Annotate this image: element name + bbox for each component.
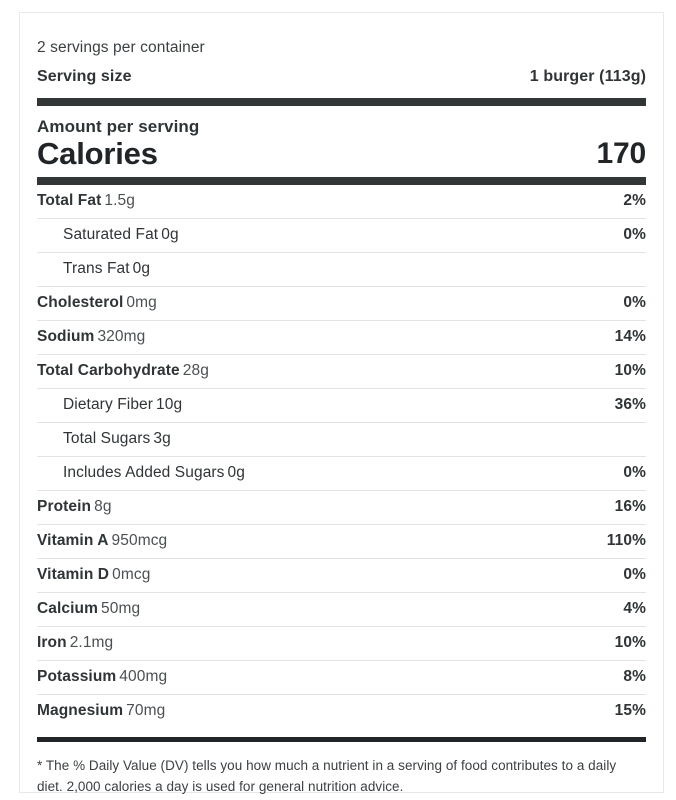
- nutrient-row: [37, 185, 646, 218]
- nutrient-name: Includes Added Sugars: [63, 464, 225, 482]
- nutrient-label: [37, 634, 113, 652]
- nutrient-amount: 400mg: [119, 668, 168, 686]
- nutrient-row: [37, 525, 646, 558]
- nutrient-row: [37, 219, 646, 252]
- nutrient-daily-value: 0%: [623, 226, 646, 244]
- nutrient-name: Trans Fat: [63, 260, 130, 278]
- nutrient-daily-value: 8%: [623, 668, 646, 686]
- nutrient-name: Magnesium: [37, 702, 124, 720]
- daily-value-footnote: * The % Daily Value (DV) tells you how much a nutrient in a serving of food contributes to a daily diet. 2,000 calories a day is used for general nutrition advice.: [37, 757, 617, 794]
- nutrient-row: [37, 253, 646, 286]
- nutrient-daily-value: 16%: [614, 498, 646, 516]
- calories-value: 170: [596, 137, 646, 171]
- nutrient-amount: 0mg: [126, 294, 157, 312]
- nutrient-amount: 1.5g: [104, 192, 135, 210]
- servings-per-container: 2 servings per container: [37, 39, 205, 56]
- serving-size-row: [37, 68, 646, 86]
- nutrient-row: [37, 695, 646, 728]
- nutrient-amount: 0g: [227, 464, 245, 482]
- nutrient-label: [37, 464, 245, 482]
- nutrient-amount: 70mg: [126, 702, 166, 720]
- nutrient-amount: 0g: [161, 226, 179, 244]
- nutrient-amount: 10g: [156, 396, 183, 414]
- nutrient-amount: 8g: [94, 498, 112, 516]
- nutrient-name: Calcium: [37, 600, 98, 618]
- nutrient-amount: 320mg: [97, 328, 146, 346]
- divider-thick-top: [37, 98, 646, 106]
- nutrient-amount: 2.1mg: [69, 634, 114, 652]
- nutrient-name: Sodium: [37, 328, 95, 346]
- nutrient-label: [37, 600, 140, 618]
- nutrient-daily-value: 10%: [614, 634, 646, 652]
- calories-label: Calories: [37, 136, 158, 172]
- nutrient-name: Protein: [37, 498, 92, 516]
- divider-thick-under-calories: [37, 177, 646, 185]
- nutrient-label: [37, 532, 167, 550]
- nutrient-daily-value: 15%: [614, 702, 646, 720]
- nutrient-name: Total Fat: [37, 192, 102, 210]
- nutrient-daily-value: 4%: [623, 600, 646, 618]
- nutrient-amount: 50mg: [101, 600, 141, 618]
- nutrient-daily-value: 10%: [614, 362, 646, 380]
- nutrient-row: [37, 423, 646, 456]
- nutrient-name: Dietary Fiber: [63, 396, 154, 414]
- nutrient-name: Vitamin D: [37, 566, 110, 584]
- nutrient-daily-value: 0%: [623, 464, 646, 482]
- nutrient-amount: 950mcg: [111, 532, 168, 550]
- nutrient-label: [37, 328, 145, 346]
- nutrient-amount: 0g: [132, 260, 151, 278]
- nutrient-name: Saturated Fat: [63, 226, 159, 244]
- nutrient-rows-list: [37, 185, 646, 728]
- amount-per-serving-label: Amount per serving: [37, 116, 200, 136]
- nutrient-label: [37, 192, 135, 210]
- nutrient-daily-value: 110%: [606, 532, 646, 550]
- nutrient-amount: 28g: [182, 362, 209, 380]
- serving-size-value: 1 burger (113g): [529, 67, 646, 85]
- calories-row: [37, 137, 646, 170]
- nutrient-label: [37, 702, 165, 720]
- serving-size-label: Serving size: [37, 67, 132, 85]
- nutrient-name: Iron: [37, 634, 67, 652]
- nutrient-label: [37, 294, 157, 312]
- nutrient-label: [37, 362, 209, 380]
- nutrient-label: [37, 566, 150, 584]
- nutrient-row: [37, 627, 646, 660]
- nutrient-label: [37, 498, 112, 516]
- nutrient-row: [37, 661, 646, 694]
- nutrient-name: Total Sugars: [63, 430, 151, 448]
- nutrient-row: [37, 355, 646, 388]
- nutrient-name: Vitamin A: [37, 532, 109, 550]
- nutrient-label: [37, 430, 171, 448]
- nutrient-label: [37, 226, 179, 244]
- nutrient-name: Cholesterol: [37, 294, 124, 312]
- nutrient-daily-value: 14%: [614, 328, 646, 346]
- nutrient-row: [37, 457, 646, 490]
- nutrient-amount: 0mcg: [112, 566, 151, 584]
- nutrient-label: [37, 260, 150, 278]
- nutrient-daily-value: 2%: [623, 192, 646, 210]
- nutrient-daily-value: 0%: [623, 294, 646, 312]
- nutrient-daily-value: 36%: [614, 396, 646, 414]
- nutrient-name: Potassium: [37, 668, 117, 686]
- nutrient-label: [37, 668, 167, 686]
- nutrition-facts-content: [20, 13, 663, 797]
- nutrient-name: Total Carbohydrate: [37, 362, 180, 380]
- nutrient-row: [37, 389, 646, 422]
- nutrient-row: [37, 559, 646, 592]
- nutrition-facts-card: [19, 12, 664, 793]
- nutrient-row: [37, 287, 646, 320]
- nutrient-row: [37, 491, 646, 524]
- nutrient-daily-value: 0%: [623, 566, 646, 584]
- nutrient-amount: 3g: [153, 430, 171, 448]
- nutrient-row: [37, 321, 646, 354]
- nutrient-row: [37, 593, 646, 626]
- nutrient-label: [37, 396, 182, 414]
